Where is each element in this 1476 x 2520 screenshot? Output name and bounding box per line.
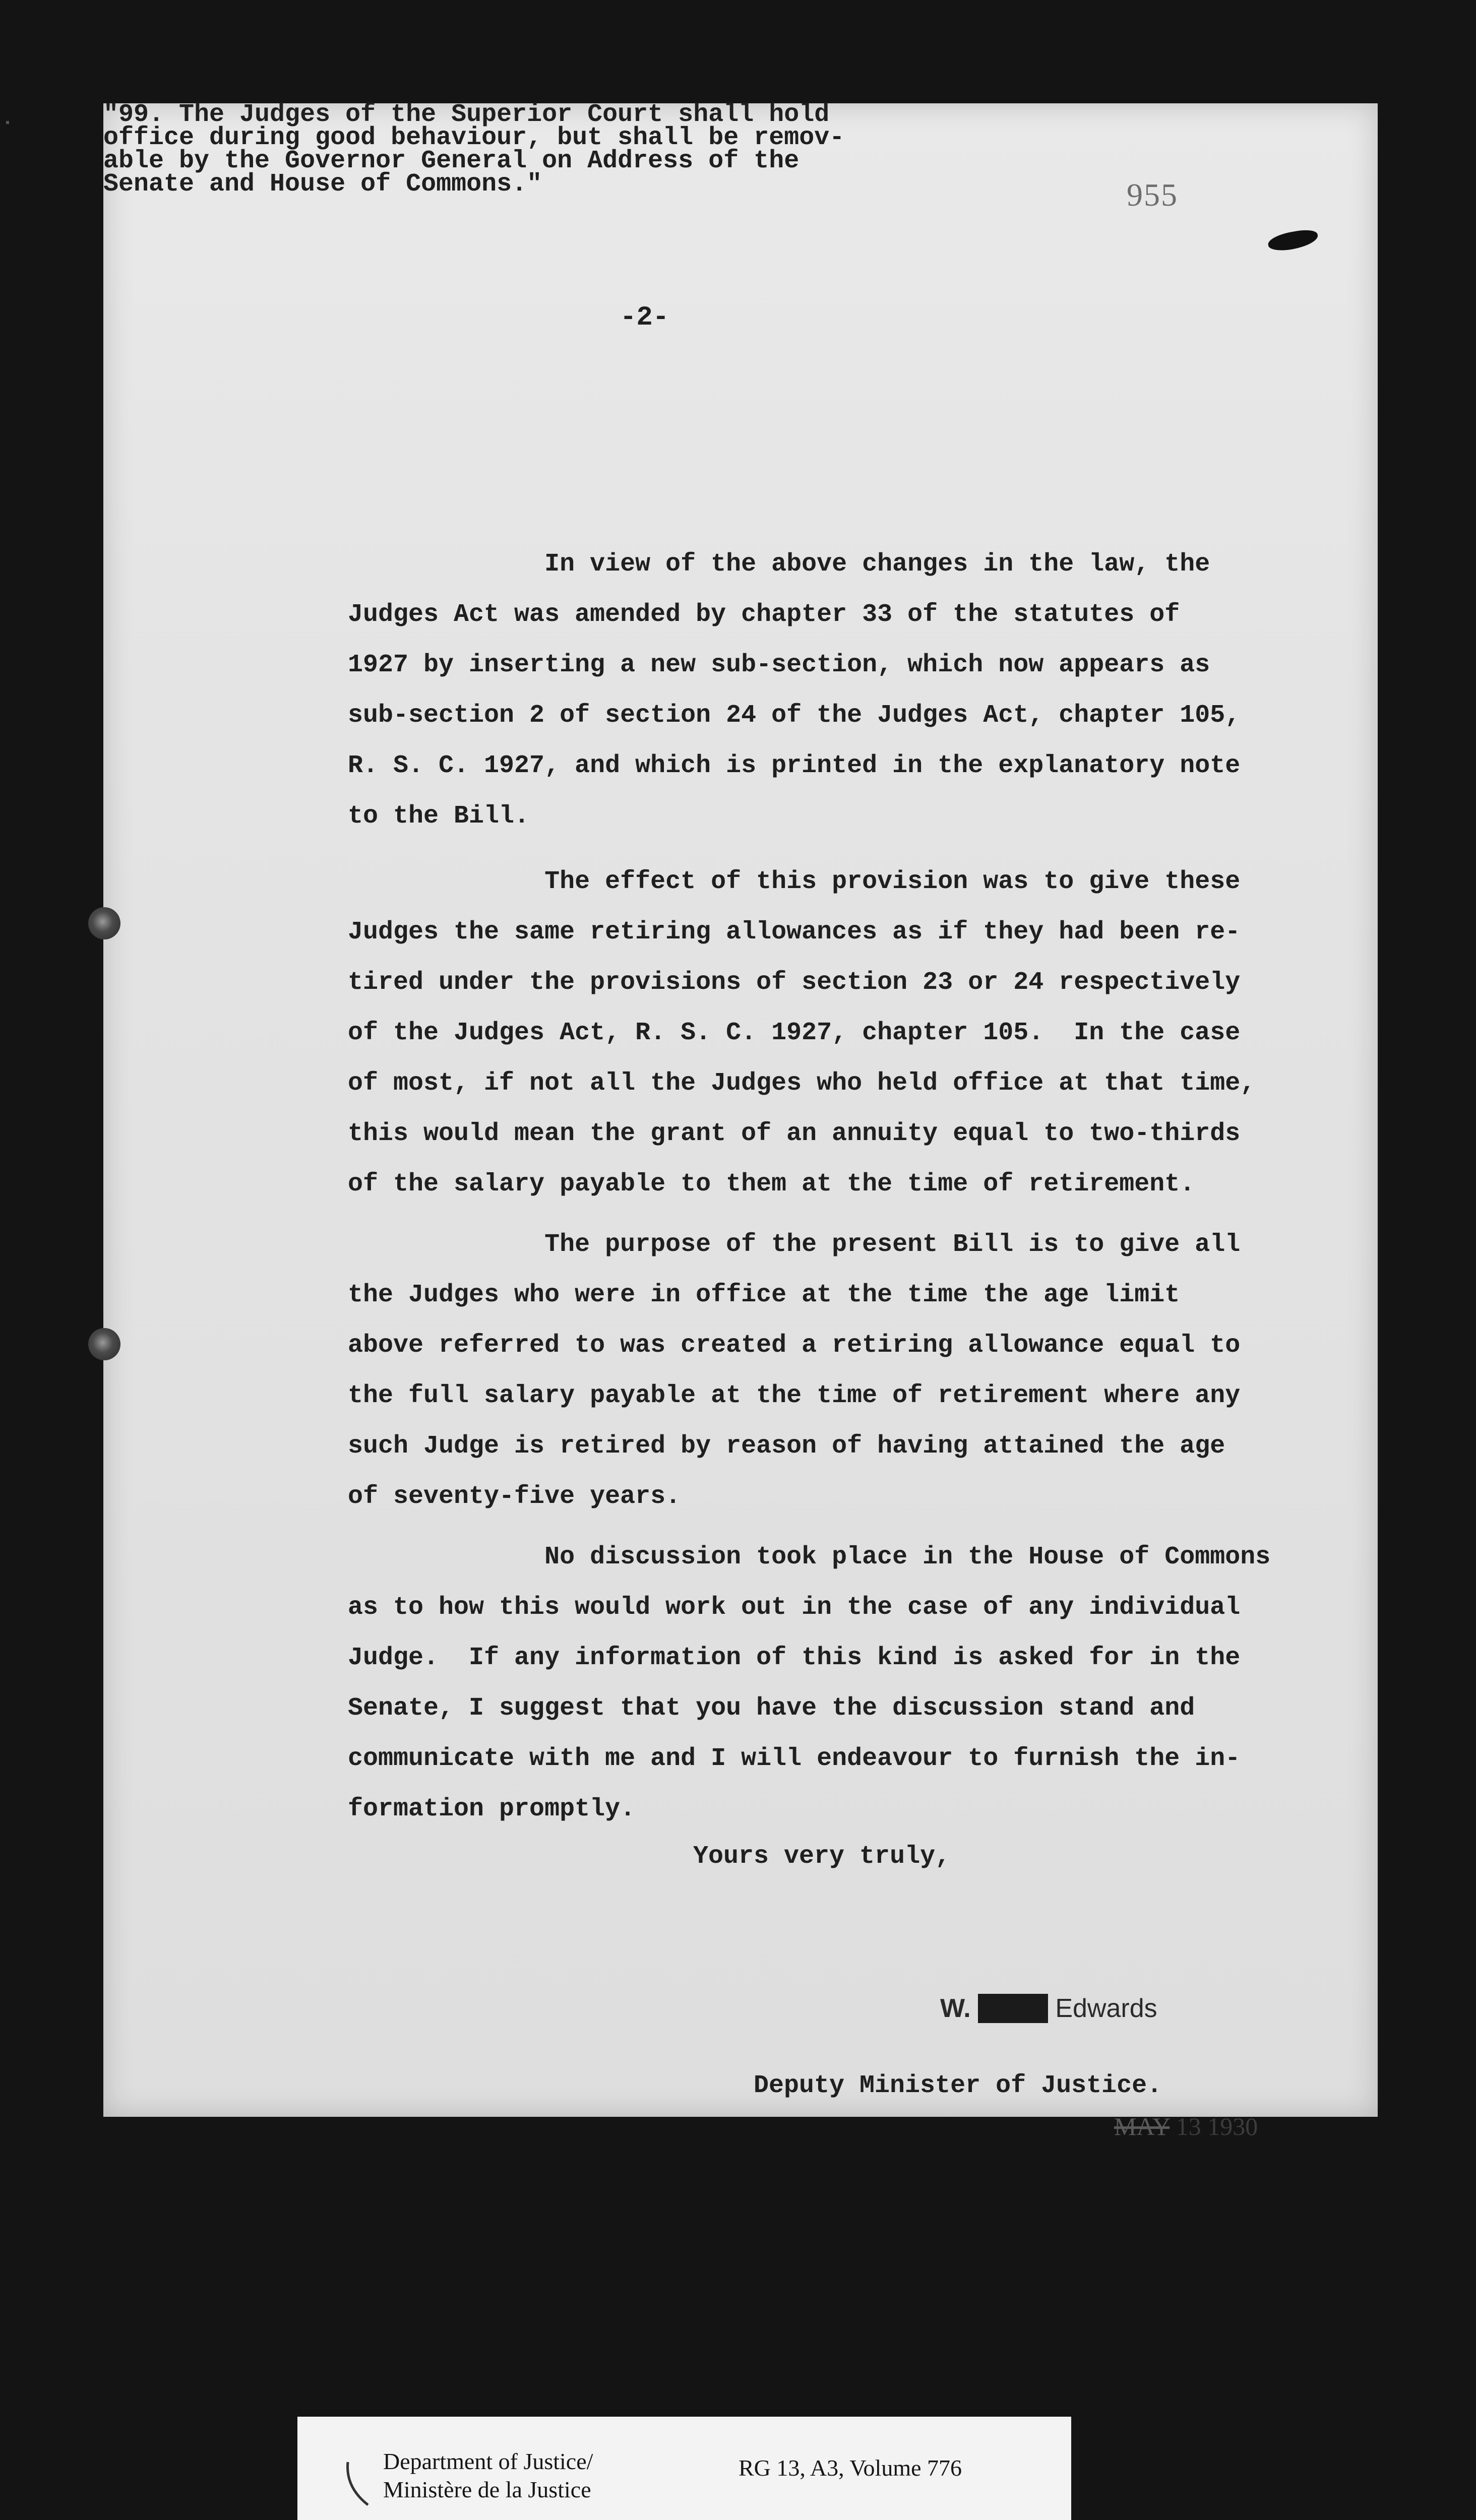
body-line: In view of the above changes in the law, the [348,550,1210,579]
body-line: Judges Act was amended by chapter 33 of the statutes of [348,600,1180,629]
signature-surname: Edwards [1055,1994,1157,2023]
body-line: of the salary payable to them at the time of retirement. [348,1170,1195,1199]
punch-hole [88,907,120,939]
body-line: this would mean the grant of an annuity equal to two-thirds [348,1119,1241,1148]
date-stamp-day-year: 13 1930 [1176,2112,1258,2140]
body-line: of most, if not all the Judges who held office at that time, [348,1069,1256,1098]
signatory-title: Deputy Minister of Justice. [754,2071,1162,2100]
document-page [103,100,1378,2140]
body-line: The effect of this provision was to give these [348,867,1241,896]
body-line: the Judges who were in office at the time the age limit [348,1281,1180,1309]
body-line: The purpose of the present Bill is to give all [348,1230,1241,1259]
body-line: No discussion took place in the House of Commons [348,1543,1271,1571]
body-line: as to how this would work out in the case of any individual [348,1593,1241,1622]
body-line: communicate with me and I will endeavour to furnish the in- [348,1744,1241,1773]
body-line: sub-section 2 of section 24 of the Judges Act, chapter 105, [348,701,1241,730]
body-line: of seventy-five years. [348,1482,681,1511]
source-label-card [297,2417,1071,2520]
body-line: Judges the same retiring allowances as if they had been re- [348,918,1241,947]
body-line: tired under the provisions of section 23 or 24 respectively [348,968,1241,997]
quote-line: "99. The Judges of the Superior Court shall hold [103,100,830,129]
signature-initial: W. [940,1994,971,2023]
ink-blot [1267,228,1319,254]
page-header: -2- [620,302,669,333]
body-line: the full salary payable at the time of retirement where any [348,1381,1241,1410]
body-line: Senate, I suggest that you have the discussion stand and [348,1694,1195,1723]
quote-line: able by the Governor General on Address of the [103,147,799,175]
date-stamp [1114,2112,1258,2141]
body-line: to the Bill. [348,802,530,831]
body-line: Judge. If any information of this kind is asked for in the [348,1644,1241,1672]
body-line: of the Judges Act, R. S. C. 1927, chapter 105. In the case [348,1019,1241,1047]
quote-line: Senate and House of Commons." [103,170,542,199]
signature-struck-name: Stuart [978,1994,1048,2023]
closing-salutation: Yours very truly, [693,1842,951,1871]
label-department-fr: Ministère de la Justice [383,2477,591,2502]
body-line: 1927 by inserting a new sub-section, which now appears as [348,651,1210,679]
punch-hole [88,1328,120,1360]
body-line: formation promptly. [348,1795,636,1823]
film-edge-mark [6,121,9,124]
date-stamp-month: MAY [1114,2112,1170,2140]
body-line: R. S. C. 1927, and which is printed in the explanatory note [348,751,1241,780]
signature-block [940,1993,1157,2024]
page-number-stamp: 955 [1127,177,1178,213]
body-line: such Judge is retired by reason of having attained the age [348,1432,1225,1461]
quote-line: office during good behaviour, but shall be remov- [103,123,845,152]
quoted-section-99 [103,100,1378,199]
label-reference: RG 13, A3, Volume 776 [739,2455,962,2481]
body-line: above referred to was created a retiring allowance equal to [348,1331,1241,1360]
label-department-en: Department of Justice/ [383,2448,593,2474]
